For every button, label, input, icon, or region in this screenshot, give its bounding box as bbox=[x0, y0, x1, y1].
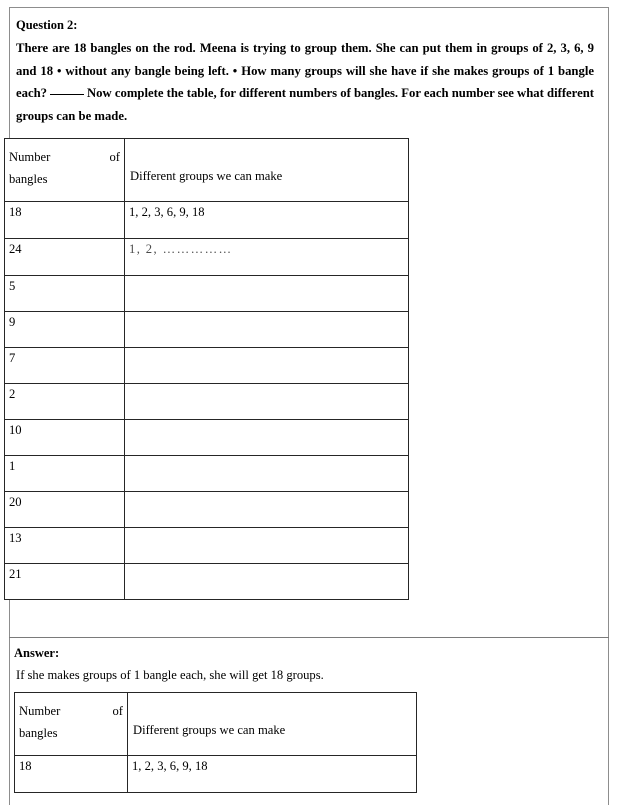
answer-header-word-of: of bbox=[112, 704, 123, 718]
answer-blank-underline bbox=[50, 94, 84, 95]
cell-number: 20 bbox=[5, 492, 125, 528]
table-row bbox=[5, 420, 409, 456]
question-body-part1: There are 18 bangles on the rod. Meena is trying to group them. She can put them in groups of 2, 3, 6, 9 and 18 • without any bangle being left. • How many groups will she have if she makes groups of 1 bangle each? bbox=[16, 41, 594, 100]
cell-groups[interactable]: 1, 2, …………… bbox=[125, 239, 409, 276]
answer-text: If she makes groups of 1 bangle each, she will get 18 groups. bbox=[16, 668, 324, 682]
answer-table-row bbox=[15, 756, 417, 793]
cell-groups[interactable] bbox=[125, 384, 409, 420]
cell-groups[interactable] bbox=[125, 528, 409, 564]
cell-number: 1 bbox=[5, 456, 125, 492]
header-word-number: Number bbox=[9, 150, 51, 164]
table-row bbox=[5, 348, 409, 384]
question-heading: Question 2: bbox=[16, 18, 78, 32]
cell-number: 2 bbox=[5, 384, 125, 420]
answer-header-different-groups-label: Different groups we can make bbox=[133, 723, 286, 737]
cell-groups[interactable] bbox=[125, 456, 409, 492]
question-body bbox=[16, 37, 596, 127]
header-different-groups-label: Different groups we can make bbox=[130, 169, 283, 183]
table-row bbox=[5, 239, 409, 276]
cell-groups[interactable] bbox=[125, 348, 409, 384]
table-row bbox=[5, 384, 409, 420]
cell-groups[interactable]: 1, 2, 3, 6, 9, 18 bbox=[125, 202, 409, 239]
cell-number: 13 bbox=[5, 528, 125, 564]
cell-number: 10 bbox=[5, 420, 125, 456]
cell-groups[interactable] bbox=[125, 420, 409, 456]
table-row bbox=[5, 528, 409, 564]
cell-number: 5 bbox=[5, 276, 125, 312]
cell-number: 24 bbox=[5, 239, 125, 276]
cell-groups[interactable] bbox=[125, 312, 409, 348]
table-header-row bbox=[5, 139, 409, 202]
table-row bbox=[5, 456, 409, 492]
header-cell-different-groups bbox=[125, 139, 409, 202]
table-row bbox=[5, 492, 409, 528]
table-row bbox=[5, 276, 409, 312]
cell-groups[interactable] bbox=[125, 564, 409, 600]
cell-number: 9 bbox=[5, 312, 125, 348]
cell-groups[interactable] bbox=[125, 492, 409, 528]
bangles-main-table bbox=[4, 138, 409, 600]
answer-table-header-row bbox=[15, 693, 417, 756]
answer-section-divider bbox=[9, 637, 609, 638]
table-row bbox=[5, 202, 409, 239]
answer-header-word-number: Number bbox=[19, 704, 61, 718]
answer-header-cell-number-of-bangles bbox=[15, 693, 128, 756]
answer-section bbox=[4, 640, 504, 689]
question-body-part2: Now complete the table, for different numbers of bangles. For each number see what different groups can be made. bbox=[16, 86, 594, 123]
answer-header-word-bangles: bangles bbox=[19, 726, 58, 740]
question-section bbox=[10, 8, 608, 127]
answer-cell-groups: 1, 2, 3, 6, 9, 18 bbox=[128, 756, 417, 793]
cell-number: 21 bbox=[5, 564, 125, 600]
header-word-of: of bbox=[109, 150, 120, 164]
answer-header-cell-different-groups bbox=[128, 693, 417, 756]
answer-cell-number: 18 bbox=[15, 756, 128, 793]
answer-header-number-of-line bbox=[19, 695, 123, 725]
cell-number: 7 bbox=[5, 348, 125, 384]
header-number-of-line bbox=[9, 141, 120, 171]
bangles-answer-table bbox=[14, 692, 417, 793]
table-row bbox=[5, 312, 409, 348]
cell-number: 18 bbox=[5, 202, 125, 239]
answer-label: Answer: bbox=[14, 646, 60, 660]
header-cell-number-of-bangles bbox=[5, 139, 125, 202]
cell-groups[interactable] bbox=[125, 276, 409, 312]
table-row bbox=[5, 564, 409, 600]
header-word-bangles: bangles bbox=[9, 172, 48, 186]
